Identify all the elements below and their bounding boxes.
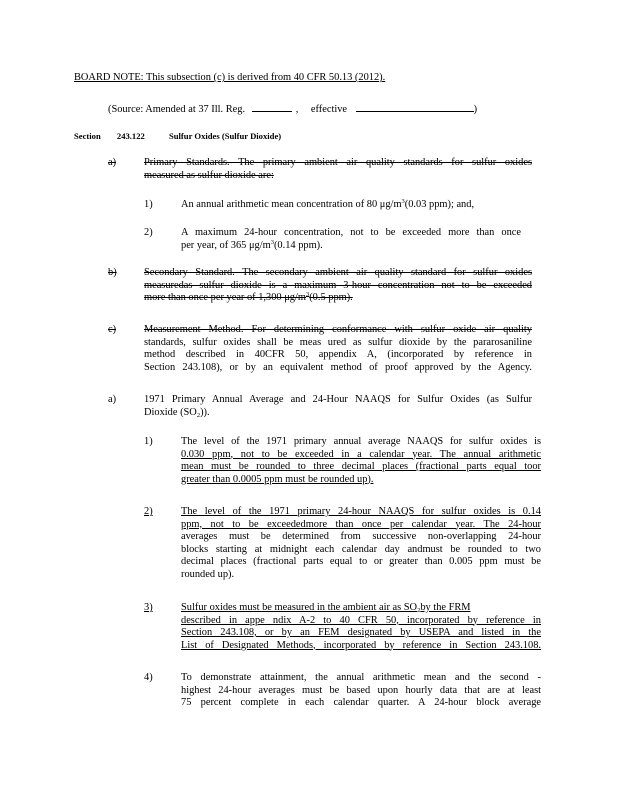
source-close: ) — [473, 104, 478, 115]
new-a-paragraph: 1971 Primary Annual Average and 24-Hour NAAQS for Sulfur Oxides (as Sulfur Dioxide $(SO_2)$). — [144, 394, 532, 419]
board-note-text: BOARD NOTE: This subsection (c) is derived from 40 CFR 50.13 (2012). — [74, 72, 386, 83]
old-b-paragraph: Secondary Standard. The secondary ambient air quality standard for sulfur oxides measuredas sulfur dioxide is a maximum 3-hour concentration not to be exceeded more than once per year of 1,300 $\mu g/m^3(0.5$ ppm). — [144, 267, 532, 303]
section-title: Sulfur Oxides (Sulfur Dioxide) — [168, 131, 282, 141]
n2-paragraph: The level of the 1971 primary 24-hour NAAQS for sulfur oxides is 0.14 ppm, not to be exceededmore than once per calendar year. The 24-hour averages must be determined from successive non-overlapping 24-hour blocks starting at midnight each calendar day andmust be rounded to two decimal places (fractional parts equal to or greater than 0.005 ppm must be rounded up). — [181, 506, 541, 580]
old-a-paragraph — [144, 157, 532, 182]
source-prefix: (Source: Amended at 37 Ill. Reg. — [108, 104, 246, 115]
n4-marker: 4) — [144, 672, 153, 683]
source-note: (Source: Amended at 37 Ill. Reg. , effective ) — [108, 101, 477, 117]
register-page-blank — [252, 101, 292, 112]
old-a-line: Primary Standards. The primary ambient air quality standards for sulfur oxides — [144, 157, 532, 168]
old-a1-text: An annual arithmetic mean concentration of 80 $\mu g/m^3(0.03$ ppm); and, — [181, 198, 475, 210]
old-a1-marker: 1) — [144, 199, 153, 210]
n2-marker: 2) — [144, 506, 153, 517]
old-b-marker: b) — [108, 267, 117, 278]
old-a-line: measured as sulfur dioxide are: — [144, 169, 274, 181]
n3-marker: 3) — [144, 602, 153, 613]
effective-date-blank — [356, 101, 474, 112]
old-a2-paragraph: A maximum 24-hour concentration, not to be exceeded more than once per year, of 365 $\mu g/m^3(0.14$ ppm). — [181, 227, 521, 251]
n1-paragraph: The level of the 1971 primary annual average NAAQS for sulfur oxides is 0.030 ppm, not to be exceeded in a calendar year. The annual arithmetic mean must be rounded to three decimal places (fractional parts equal toor greater than 0.0005 ppm must be rounded up). — [181, 436, 541, 485]
old-a-marker: a) — [108, 157, 117, 168]
old-c-marker: c) — [108, 324, 117, 335]
section-number: 243.122 — [116, 131, 145, 141]
n3-paragraph: Sulfur oxides must be measured in the ambient air as $SO_2by$ the FRM described in appe ndix A-2 to 40 CFR 50, incorporated by reference in Section 243.108, or by an FEM designated by USEPA and listed in the List of Designated Methods, incorporated by reference in Section 243.108. — [181, 602, 541, 651]
section-heading — [74, 130, 281, 143]
board-note — [74, 72, 438, 85]
n1-marker: 1) — [144, 436, 153, 447]
new-a-marker: a) — [108, 394, 117, 405]
old-a2-marker: 2) — [144, 227, 153, 238]
source-effective: effective — [310, 104, 348, 115]
old-c-paragraph: Measurement Method. For determining conformance with sulfur oxide air quality standards, sulfur oxides shall be meas ured as sulfur dioxide by the pararosaniline method described in 40CFR 50, appendix A, (incorporated by reference in Section 243.108), or by an equivalent method of proof approved by the Agency. — [144, 324, 532, 373]
section-label: Section — [74, 131, 101, 141]
n4-paragraph: To demonstrate attainment, the annual arithmetic mean and the second - highest 24-hour averages must be based upon hourly data that are at least 75 percent complete in each calendar quarter. A 24-hour block average — [181, 672, 541, 708]
